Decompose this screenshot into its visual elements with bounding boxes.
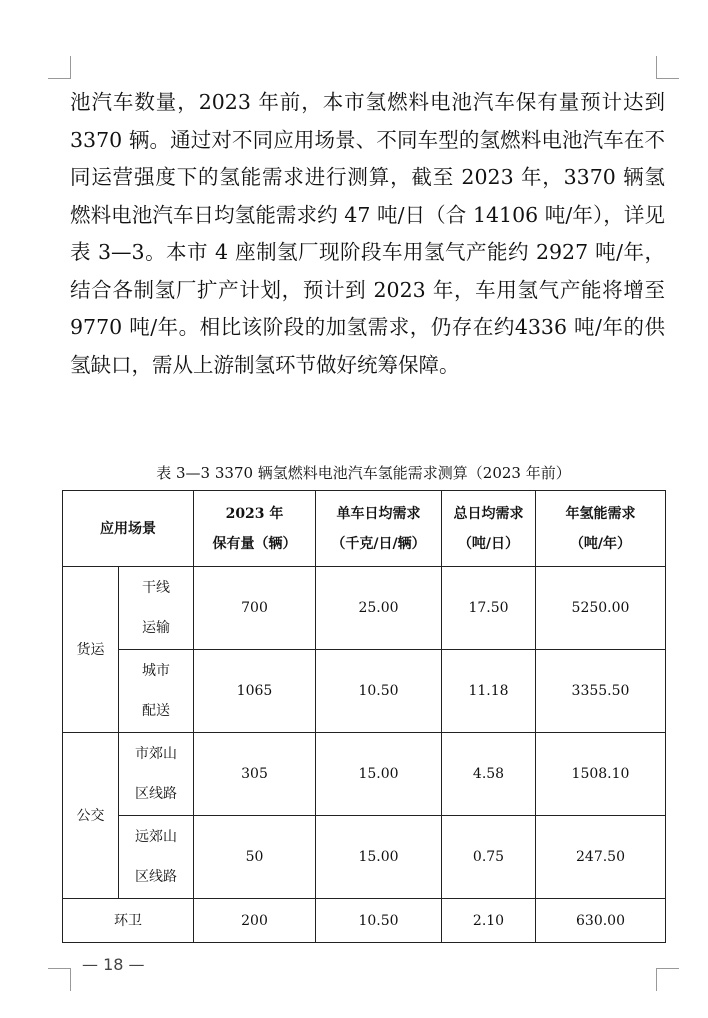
cell-per-vehicle: 10.50 [316, 650, 442, 733]
crop-mark-bottom-right [656, 968, 679, 991]
cell-per-vehicle: 25.00 [316, 567, 442, 650]
group-bus: 公交 [63, 733, 119, 899]
cell-total-daily: 4.58 [442, 733, 536, 816]
header-annual: 年氢能需求 （吨/年） [536, 491, 666, 567]
sub-scene: 市郊山 区线路 [119, 733, 194, 816]
table-header-row [63, 491, 666, 567]
header-count: 2023 年 保有量（辆） [194, 491, 316, 567]
scene-sanitation: 环卫 [63, 899, 194, 943]
cell-annual: 3355.50 [536, 650, 666, 733]
body-paragraph: 池汽车数量，2023 年前，本市氢燃料电池汽车保有量预计达到 3370 辆。通过对不同应用场景、不同车型的氢燃料电池汽车在不同运营强度下的氢能需求进行测算，截至 2023 年，3370 辆氢燃料电池汽车日均氢能需求约 47 吨/日（合 14106 吨/年），详见表 3—3。本市 4 座制氢厂现阶段车用氢气产能约 2927 吨/年，结合各制氢厂扩产计划，预计到 2023 年，车用氢气产能将增至 9770 吨/年。相比该阶段的加氢需求，仍存在约4336 吨/年的供氢缺口，需从上游制氢环节做好统筹保障。 [70, 90, 665, 377]
cell-total-daily: 2.10 [442, 899, 536, 943]
cell-annual: 630.00 [536, 899, 666, 943]
sub-scene: 远郊山 区线路 [119, 816, 194, 899]
cell-annual: 247.50 [536, 816, 666, 899]
header-per-vehicle: 单车日均需求 （千克/日/辆） [316, 491, 442, 567]
sub-scene: 城市 配送 [119, 650, 194, 733]
cell-count: 50 [194, 816, 316, 899]
cell-total-daily: 17.50 [442, 567, 536, 650]
cell-per-vehicle: 15.00 [316, 733, 442, 816]
cell-count: 1065 [194, 650, 316, 733]
hydrogen-demand-table [62, 490, 666, 943]
cell-total-daily: 11.18 [442, 650, 536, 733]
table-row [63, 899, 666, 943]
cell-annual: 1508.10 [536, 733, 666, 816]
crop-mark-top-right [656, 56, 679, 79]
table-row [63, 733, 666, 816]
header-scene: 应用场景 [63, 491, 194, 567]
cell-per-vehicle: 15.00 [316, 816, 442, 899]
table-row [63, 650, 666, 733]
cell-count: 700 [194, 567, 316, 650]
table-row [63, 816, 666, 899]
table-caption: 表 3—3 3370 辆氢燃料电池汽车氢能需求测算（2023 年前） [156, 464, 571, 482]
cell-per-vehicle: 10.50 [316, 899, 442, 943]
cell-annual: 5250.00 [536, 567, 666, 650]
page-number: — 18 — [82, 955, 145, 974]
table-row [63, 567, 666, 650]
crop-mark-bottom-left [48, 968, 71, 991]
header-total-daily: 总日均需求 （吨/日） [442, 491, 536, 567]
cell-count: 200 [194, 899, 316, 943]
group-freight: 货运 [63, 567, 119, 733]
cell-total-daily: 0.75 [442, 816, 536, 899]
sub-scene: 干线 运输 [119, 567, 194, 650]
crop-mark-top-left [48, 56, 71, 79]
cell-count: 305 [194, 733, 316, 816]
